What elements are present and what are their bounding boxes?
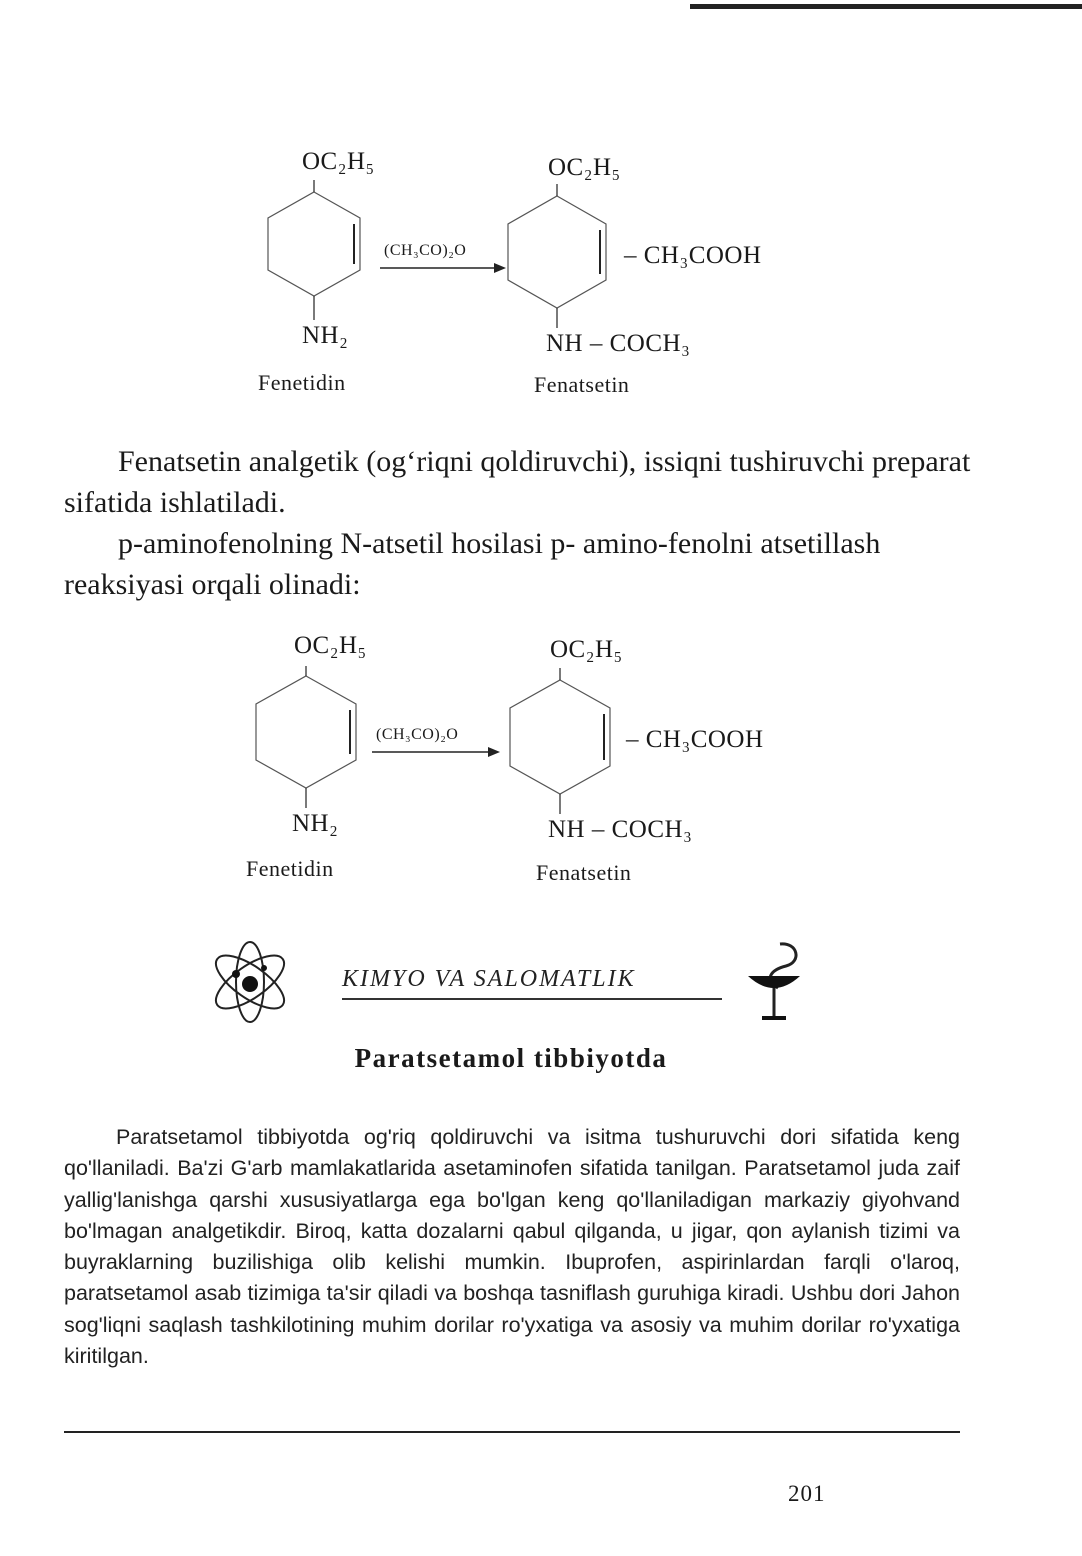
- product-ethoxy-group: OC₂H₅: [548, 154, 621, 181]
- benzene-ring-reactant: [256, 676, 356, 788]
- body-paragraph: Paratsetamol tibbiyotda og'riq qoldiruvchi va isitma tushuruvchi dori sifatida keng qo'llaniladi. Ba'zi G'arb mamlakatlarida asetaminofen sifatida tanilgan. Paratsetamol juda zaif yallig'lanishga qarshi xususiyatlarga ega bo'lgan keng qo'llaniladigan markaziy giyohvand bo'lmagan analgetikdir. Biroq, katta dozalarni qabul qilganda, u jigar, qon aylanish tizimi va buyraklarning buzilishiga olib kelishi mumkin. Ibuprofen, aspirinlardan farqli o'laroq, paratsetamol asab tizimiga ta'sir qiladi va boshqa tasniflash guruhiga kiradi. Ushbu dori Jahon sog'liqni saqlash tashkilotining muhim dorilar ro'yxatiga va asosiy va muhim dorilar ro'yxatiga kiritilgan.: [64, 1125, 960, 1369]
- reactant-ethoxy-group: OC₂H₅: [294, 632, 367, 659]
- bottom-rule: [64, 1431, 960, 1433]
- paragraph-1-text: Fenatsetin analgetik (og‘riqni qoldiruvchi), issiqni tushiruvchi preparat sifatida ishlatiladi.: [64, 445, 971, 519]
- benzene-ring-product: [508, 196, 606, 308]
- section-title: Paratsetamol tibbiyotda: [354, 1043, 668, 1073]
- product-acetamido-group: NH – COCH₃: [548, 816, 693, 843]
- reactant-ethoxy-group: OC₂H₅: [302, 148, 375, 175]
- product-side-group: – CH₃COOH: [624, 242, 762, 269]
- reaction-scheme-2-drawing: [0, 628, 1082, 888]
- paragraph-2-text: p-aminofenolning N-atsetil hosilasi p- amino-fenolni atsetillash reaksiyasi orqali olinadi:: [64, 527, 881, 601]
- reactant-amino-group: NH₂: [292, 810, 339, 837]
- reactant-amino-group: NH₂: [302, 322, 349, 349]
- product-side-group: – CH₃COOH: [626, 726, 764, 753]
- product-name: Fenatsetin: [534, 372, 630, 397]
- reagent-label: (CH₃CO)₂O: [376, 726, 459, 743]
- banner-title: KIMYO VA SALOMATLIK: [342, 966, 636, 992]
- benzene-ring-product: [510, 680, 610, 794]
- benzene-ring-reactant: [268, 192, 360, 296]
- page-number: 201: [788, 1481, 826, 1506]
- paragraph-2: [64, 523, 984, 605]
- atom-molecule-icon: [202, 932, 302, 1032]
- banner-underline: [342, 998, 722, 1000]
- section-banner: [200, 930, 820, 1030]
- reaction-scheme-1: [0, 140, 1082, 400]
- reaction-scheme-1-drawing: [0, 140, 1082, 400]
- paragraph-1: [64, 441, 984, 523]
- reactant-name: Fenetidin: [246, 856, 334, 881]
- reaction-scheme-2: [0, 628, 1082, 888]
- reactant-name: Fenetidin: [258, 370, 346, 395]
- product-ethoxy-group: OC₂H₅: [550, 636, 623, 663]
- pharmacy-bowl-snake-icon: [740, 936, 810, 1026]
- reagent-label: (CH₃CO)₂O: [384, 242, 467, 259]
- product-acetamido-group: NH – COCH₃: [546, 330, 691, 357]
- top-rule: [690, 4, 1082, 9]
- product-name: Fenatsetin: [536, 860, 632, 885]
